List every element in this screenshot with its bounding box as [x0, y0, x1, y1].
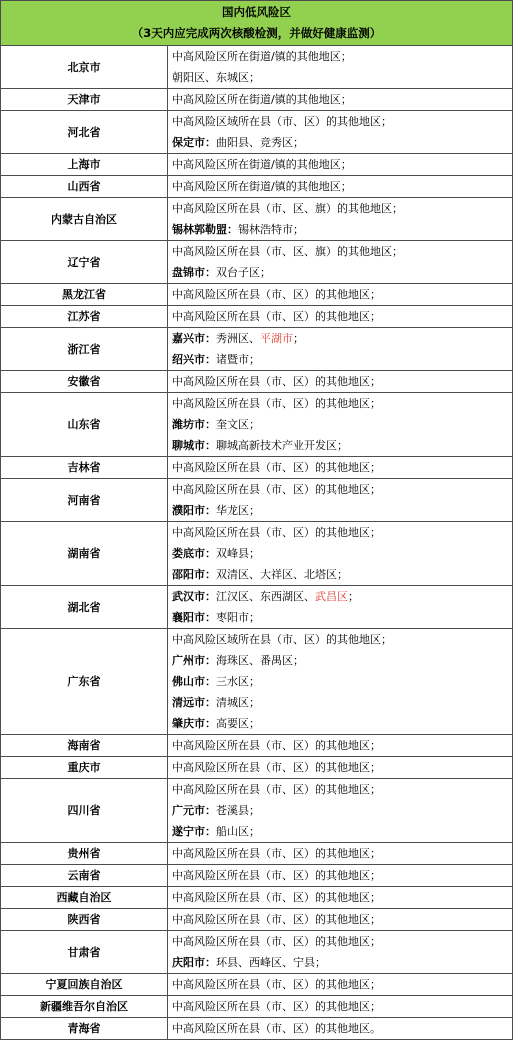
city-label: 庆阳市：	[172, 956, 216, 969]
table-title: 国内低风险区	[222, 5, 291, 19]
province-cell: 内蒙古自治区	[1, 198, 168, 241]
area-line	[172, 154, 512, 175]
area-line	[172, 111, 512, 132]
area-text: 船山区；	[216, 825, 260, 838]
province-cell: 上海市	[1, 154, 168, 176]
area-detail-cell	[168, 996, 513, 1018]
area-text: 中高风险区所在县（市、区）的其他地区；	[172, 461, 381, 474]
area-detail-cell	[168, 1018, 513, 1040]
area-line	[172, 974, 512, 995]
area-text: 曲阳县、竞秀区；	[216, 136, 304, 149]
table-row	[1, 306, 513, 328]
province-cell: 青海省	[1, 1018, 168, 1040]
area-line	[172, 735, 512, 756]
area-text: 枣阳市；	[216, 611, 260, 624]
city-label: 广州市：	[172, 654, 216, 667]
area-line	[172, 821, 512, 842]
table-row	[1, 779, 513, 843]
city-label: 娄底市：	[172, 547, 216, 560]
area-text: 清城区；	[216, 696, 260, 709]
table-row	[1, 46, 513, 89]
area-text: 中高风险区所在县（市、区）的其他地区；	[172, 935, 381, 948]
area-text: 环县、西峰区、宁县；	[216, 956, 326, 969]
city-label: 清远市：	[172, 696, 216, 709]
area-text: 聊城高新技术产业开发区；	[216, 439, 348, 452]
area-line	[172, 435, 512, 456]
area-line	[172, 800, 512, 821]
city-label: 邵阳市：	[172, 568, 216, 581]
area-text: 中高风险区所在县（市、区、旗）的其他地区；	[172, 245, 403, 258]
area-text: 中高风险区所在县（市、区）的其他地区；	[172, 375, 381, 388]
city-label: 保定市：	[172, 136, 216, 149]
table-header-row	[1, 1, 513, 46]
area-detail-cell	[168, 865, 513, 887]
area-line	[172, 909, 512, 930]
area-text: 三水区；	[216, 675, 260, 688]
area-text: 中高风险区域所在县（市、区）的其他地区；	[172, 115, 392, 128]
area-text: 锡林浩特市；	[238, 223, 304, 236]
province-cell: 北京市	[1, 46, 168, 89]
table-row	[1, 887, 513, 909]
city-label: 盘锦市：	[172, 266, 216, 279]
area-line	[172, 176, 512, 197]
table-header	[1, 1, 513, 46]
area-line	[172, 996, 512, 1017]
area-text: 中高风险区所在县（市、区）的其他地区；	[172, 847, 381, 860]
area-text: 中高风险区所在县（市、区）的其他地区；	[172, 310, 381, 323]
table-row	[1, 198, 513, 241]
area-detail-cell	[168, 974, 513, 996]
area-text: 中高风险区所在县（市、区）的其他地区；	[172, 761, 381, 774]
table-row	[1, 393, 513, 457]
area-detail-cell	[168, 735, 513, 757]
area-text: 中高风险区所在县（市、区）的其他地区；	[172, 891, 381, 904]
area-line	[172, 349, 512, 370]
area-line	[172, 284, 512, 305]
province-cell: 宁夏回族自治区	[1, 974, 168, 996]
area-text: 中高风险区所在县（市、区）的其他地区；	[172, 397, 381, 410]
table-row	[1, 457, 513, 479]
area-text: 奎文区；	[216, 418, 260, 431]
area-detail-cell	[168, 328, 513, 371]
area-text: 双台子区；	[216, 266, 271, 279]
area-text: 中高风险区所在街道/镇的其他地区；	[172, 158, 352, 171]
area-line	[172, 132, 512, 153]
province-cell: 四川省	[1, 779, 168, 843]
province-cell: 陕西省	[1, 909, 168, 931]
table-row	[1, 757, 513, 779]
area-line	[172, 479, 512, 500]
area-text: 中高风险区所在县（市、区）的其他地区；	[172, 739, 381, 752]
province-cell: 甘肃省	[1, 931, 168, 974]
area-line	[172, 713, 512, 734]
area-line	[172, 650, 512, 671]
area-detail-cell	[168, 393, 513, 457]
table-row	[1, 586, 513, 629]
area-text: 中高风险区所在街道/镇的其他地区；	[172, 93, 352, 106]
area-text: 中高风险区所在县（市、区）的其他地区；	[172, 1000, 381, 1013]
table-row	[1, 1018, 513, 1040]
area-text: 中高风险区所在街道/镇的其他地区；	[172, 180, 352, 193]
area-line	[172, 779, 512, 800]
area-text: 苍溪县；	[216, 804, 260, 817]
area-detail-cell	[168, 284, 513, 306]
area-line	[172, 262, 512, 283]
area-line	[172, 692, 512, 713]
province-cell: 江苏省	[1, 306, 168, 328]
area-text-tail: ；	[293, 332, 304, 345]
area-text: 华龙区；	[216, 504, 260, 517]
area-detail-cell	[168, 629, 513, 735]
area-line	[172, 67, 512, 88]
area-text: 高要区；	[216, 717, 260, 730]
province-cell: 山东省	[1, 393, 168, 457]
province-cell: 新疆维吾尔自治区	[1, 996, 168, 1018]
area-line	[172, 629, 512, 650]
area-text: 中高风险区所在县（市、区）的其他地区；	[172, 978, 381, 991]
province-cell: 河南省	[1, 479, 168, 522]
table-row	[1, 284, 513, 306]
table-row	[1, 735, 513, 757]
province-cell: 重庆市	[1, 757, 168, 779]
area-text: 中高风险区所在县（市、区）的其他地区；	[172, 526, 381, 539]
city-label: 武汉市：	[172, 590, 216, 603]
table-subtitle: （3天内应完成两次核酸检测，并做好健康监测）	[131, 26, 382, 40]
province-cell: 黑龙江省	[1, 284, 168, 306]
city-label: 襄阳市：	[172, 611, 216, 624]
area-line	[172, 931, 512, 952]
city-label: 潍坊市：	[172, 418, 216, 431]
province-cell: 西藏自治区	[1, 887, 168, 909]
area-line	[172, 46, 512, 67]
province-cell: 安徽省	[1, 371, 168, 393]
city-label: 肇庆市：	[172, 717, 216, 730]
area-detail-cell	[168, 586, 513, 629]
area-detail-cell	[168, 46, 513, 89]
table-row	[1, 176, 513, 198]
area-text: 秀洲区、	[216, 332, 260, 345]
area-line	[172, 219, 512, 240]
area-detail-cell	[168, 887, 513, 909]
area-detail-cell	[168, 89, 513, 111]
table-row	[1, 522, 513, 586]
area-line	[172, 757, 512, 778]
area-line	[172, 522, 512, 543]
area-text: 双清区、大祥区、北塔区；	[216, 568, 348, 581]
province-cell: 云南省	[1, 865, 168, 887]
area-line	[172, 306, 512, 327]
area-detail-cell	[168, 198, 513, 241]
area-detail-cell	[168, 522, 513, 586]
area-text: 中高风险区所在县（市、区）的其他地区。	[172, 1022, 381, 1035]
province-cell: 吉林省	[1, 457, 168, 479]
table-row	[1, 931, 513, 974]
area-line	[172, 457, 512, 478]
area-line	[172, 371, 512, 392]
area-line	[172, 198, 512, 219]
area-detail-cell	[168, 176, 513, 198]
table-row	[1, 328, 513, 371]
area-line	[172, 564, 512, 585]
table-row	[1, 111, 513, 154]
area-text: 中高风险区域所在县（市、区）的其他地区；	[172, 633, 392, 646]
area-text: 海珠区、番禺区；	[216, 654, 304, 667]
area-detail-cell	[168, 154, 513, 176]
area-detail-cell	[168, 371, 513, 393]
area-text: 中高风险区所在街道/镇的其他地区；	[172, 50, 352, 63]
area-text: 中高风险区所在县（市、区）的其他地区；	[172, 288, 381, 301]
city-label: 锡林郭勒盟：	[172, 223, 238, 236]
area-detail-cell	[168, 457, 513, 479]
city-label: 广元市：	[172, 804, 216, 817]
area-text: 朝阳区、东城区；	[172, 71, 260, 84]
area-text: 中高风险区所在县（市、区）的其他地区；	[172, 483, 381, 496]
area-line	[172, 952, 512, 973]
area-line	[172, 241, 512, 262]
area-text: 诸暨市；	[216, 353, 260, 366]
area-line	[172, 607, 512, 628]
area-line	[172, 671, 512, 692]
table-row	[1, 89, 513, 111]
table-row	[1, 371, 513, 393]
province-cell: 辽宁省	[1, 241, 168, 284]
province-cell: 山西省	[1, 176, 168, 198]
city-label: 嘉兴市：	[172, 332, 216, 345]
city-label: 绍兴市：	[172, 353, 216, 366]
area-line	[172, 843, 512, 864]
table-body	[1, 46, 513, 1040]
table-row	[1, 865, 513, 887]
area-line	[172, 865, 512, 886]
area-text-tail: ；	[348, 590, 359, 603]
area-detail-cell	[168, 479, 513, 522]
table-row	[1, 909, 513, 931]
province-cell: 河北省	[1, 111, 168, 154]
area-detail-cell	[168, 931, 513, 974]
province-cell: 海南省	[1, 735, 168, 757]
table-row	[1, 974, 513, 996]
area-line	[172, 500, 512, 521]
area-line	[172, 414, 512, 435]
area-text: 中高风险区所在县（市、区）的其他地区；	[172, 869, 381, 882]
table-row	[1, 154, 513, 176]
city-label: 聊城市：	[172, 439, 216, 452]
area-line	[172, 89, 512, 110]
province-cell: 湖北省	[1, 586, 168, 629]
area-detail-cell	[168, 757, 513, 779]
city-label: 遂宁市：	[172, 825, 216, 838]
highlighted-area: 武昌区	[315, 590, 348, 603]
province-cell: 天津市	[1, 89, 168, 111]
area-line	[172, 586, 512, 607]
area-line	[172, 1018, 512, 1039]
province-cell: 广东省	[1, 629, 168, 735]
area-text: 江汉区、东西湖区、	[216, 590, 315, 603]
table-row	[1, 843, 513, 865]
area-detail-cell	[168, 241, 513, 284]
area-text: 双峰县；	[216, 547, 260, 560]
area-detail-cell	[168, 843, 513, 865]
area-text: 中高风险区所在县（市、区、旗）的其他地区；	[172, 202, 403, 215]
area-line	[172, 887, 512, 908]
table-row	[1, 996, 513, 1018]
table-row	[1, 479, 513, 522]
highlighted-area: 平湖市	[260, 332, 293, 345]
area-detail-cell	[168, 111, 513, 154]
area-line	[172, 393, 512, 414]
table-row	[1, 241, 513, 284]
city-label: 佛山市：	[172, 675, 216, 688]
area-detail-cell	[168, 306, 513, 328]
province-cell: 贵州省	[1, 843, 168, 865]
area-text: 中高风险区所在县（市、区）的其他地区；	[172, 783, 381, 796]
area-text: 中高风险区所在县（市、区）的其他地区；	[172, 913, 381, 926]
city-label: 濮阳市：	[172, 504, 216, 517]
area-detail-cell	[168, 779, 513, 843]
province-cell: 湖南省	[1, 522, 168, 586]
area-detail-cell	[168, 909, 513, 931]
area-line	[172, 328, 512, 349]
area-line	[172, 543, 512, 564]
table-row	[1, 629, 513, 735]
province-cell: 浙江省	[1, 328, 168, 371]
